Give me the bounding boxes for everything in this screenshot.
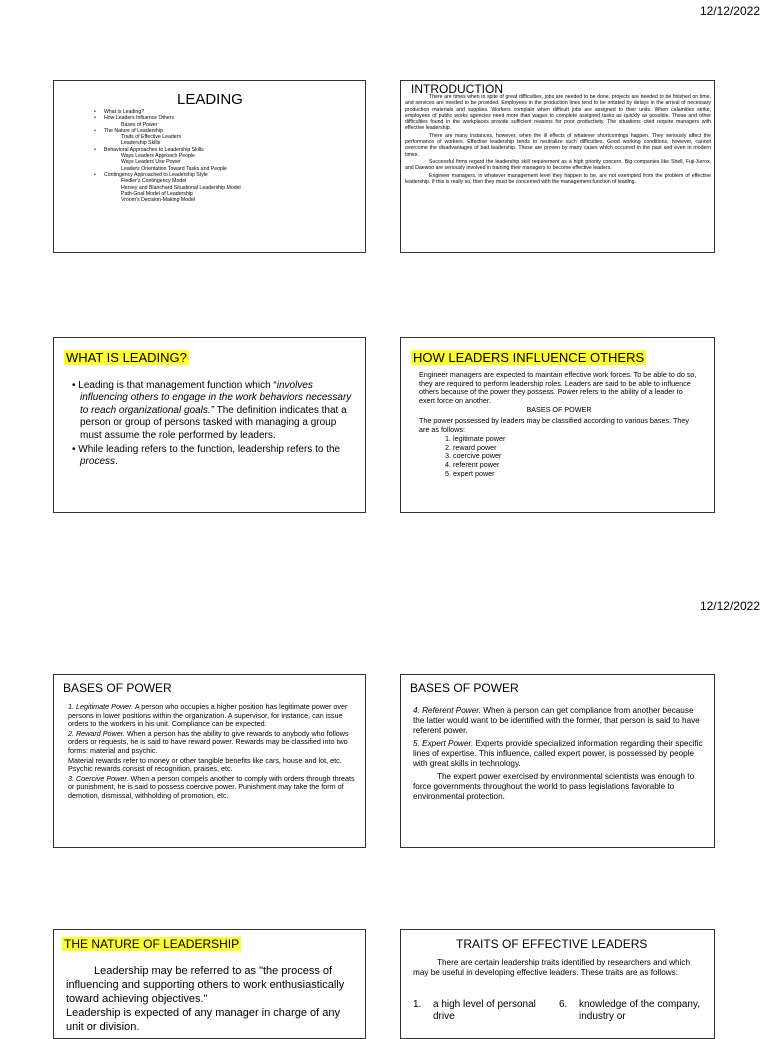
bullet-dot: • xyxy=(72,444,76,456)
slide-how-leaders-influence xyxy=(400,337,715,513)
slide-nature-of-leadership xyxy=(53,929,366,1039)
outline-item xyxy=(94,147,359,153)
outline-subitem: Fiedler's Contingency Model xyxy=(121,178,187,185)
bullet-dot: • xyxy=(94,109,96,115)
trait-text: a high level of personal drive xyxy=(433,999,536,1022)
trait-item xyxy=(413,999,553,1023)
bases2-paragraph: 4. Referent Power. When a person can get compliance from another because the latter would want to be identified with the former, that person is said to have referent power. xyxy=(413,706,700,735)
bullet-dot: • xyxy=(94,127,96,134)
bases2-paragraph: 5. Expert Power. Experts provide specialized information regarding their specific lines of expertise. This influence, called expert power, is possessed by people with great skills in technology. xyxy=(413,739,703,768)
outline-item-label: How Leaders Influence Others xyxy=(104,115,175,122)
outline-item-label: The Nature of Leadership xyxy=(104,127,163,134)
bases1-paragraph: 1. Legitimate Power. A person who occupies a higher position has legitimate power over persons in lower positions within the organization. A supervisor, for instance, can issue orders to the workers in his unit. Compliance can be expected. xyxy=(68,702,348,729)
outline-subitem: Hersey and Blanchard Situational Leadership Model xyxy=(121,184,241,191)
intro-paragraph: Successful firms regard the leadership skill requirement as a high priority concern. Big companies like Shell, Fuji-Xerox, and Daewoo are seriously involved in training their managers to become effective leaders. xyxy=(405,158,711,172)
outline-item-label: Behavioral Approaches to Leadership Skills xyxy=(104,146,204,153)
traits-paragraph: There are certain leadership traits identified by researchers and which may be useful in developing effective leaders. These traits are as follows: xyxy=(413,958,691,977)
outline-subitem: Vroom's Decision-Making Model xyxy=(121,197,196,204)
bullet-item: • Leading is that management function which “involves influencing others to engage in the work behaviors necessary to reach organizational goals.” The definition indicates that a person or group of persons tasked with managing a group must assume the role performed by leaders. xyxy=(72,380,352,441)
bullet-dot: • xyxy=(94,115,96,122)
slide-introduction xyxy=(400,80,715,253)
trait-text: knowledge of the company, industry or xyxy=(579,999,701,1022)
bases2-paragraph: The expert power exercised by environmental scientists was enough to force governments throughout the world to pass legislations favorable to environmental protection. xyxy=(413,772,695,801)
outline-item xyxy=(94,172,359,178)
bases1-paragraph: Material rewards refer to money or other tangible benefits like cars, house and lot, etc. Psychic rewards consist of recognition, praises, etc. xyxy=(68,755,342,774)
intro-body xyxy=(405,94,711,185)
slide-what-is-leading xyxy=(53,337,366,513)
outline-subitem: Ways Leaders Use Power xyxy=(121,159,181,166)
outline-subitem: Path-Goal Model of Leadership xyxy=(121,190,193,197)
outline-subitem: Leaders Orientation Toward Tasks and People xyxy=(121,165,227,172)
intro-paragraph: There are times when in spite of great difficulties, jobs are needed to be done, projects are needed to be finished on time, and services are needed to be provided. Employees in the production lines tend to be irritated by delays in the arrival of necessary production materials and supplies. Workers complain when difficult jobs are assigned to their units. When calamities strike, employees of public works agencies need more than wages to complete assigned tasks as quickly as possible. These and other difficulties found in the workplaces provide sufficient reasons for poor productivity. The situations cited require managers with effective leadership. xyxy=(405,94,711,132)
traits-column-2 xyxy=(559,999,709,1023)
bullet-dot: • xyxy=(94,146,96,153)
outline-subitem: Ways Leaders Approach People xyxy=(121,153,195,160)
trait-number: 1. xyxy=(413,999,422,1010)
nature-paragraph: Leadership may be referred to as "the process of influencing and supporting others to work enthusiastically toward achieving objectives." xyxy=(66,965,345,1005)
trait-item xyxy=(559,999,709,1023)
outline-list xyxy=(94,109,359,203)
outline-subitem: Leadership Skills xyxy=(121,140,161,147)
outline-item xyxy=(94,115,359,121)
outline-item xyxy=(94,128,359,134)
power-list-item: 3. coercive power xyxy=(453,452,699,461)
bullet-list xyxy=(70,380,360,469)
how-body xyxy=(419,371,699,478)
slide-bases-of-power-2 xyxy=(400,674,715,848)
bullet-dot: • xyxy=(72,380,76,391)
power-list-item: 1. legitimate power xyxy=(453,435,699,444)
how-paragraph: The power possessed by leaders may be classified according to various bases. They are as follows: xyxy=(419,415,689,434)
power-list xyxy=(443,435,699,478)
how-paragraph: Engineer managers are expected to maintain effective work forces. To be able to do so, they are required to perform leadership roles. Leaders are said to be able to influence others because of the power they possess. Power refers to the ability of a leader to exert force on another. xyxy=(419,370,697,405)
bullet-dot: • xyxy=(94,171,96,178)
slide-title: WHAT IS LEADING? xyxy=(66,350,187,365)
trait-number: 6. xyxy=(559,999,568,1010)
outline-subitem: Traits of Effective Leaders xyxy=(121,134,181,141)
bases1-body xyxy=(68,703,358,801)
date-mid: 12/12/2022 xyxy=(699,599,760,613)
nature-paragraph: Leadership is expected of any manager in charge of any unit or division. xyxy=(66,1007,340,1033)
slide-title: BASES OF POWER xyxy=(410,681,519,695)
slide-leading xyxy=(53,80,366,253)
slide-title: INTRODUCTION xyxy=(411,82,503,96)
date-top: 12/12/2022 xyxy=(699,4,760,18)
outline-item-label: Contingency Approached to Leadership Style xyxy=(104,171,208,178)
how-subhead: BASES OF POWER xyxy=(526,405,592,415)
intro-paragraph: There are many instances, however, when the ill effects of whatever shortcomings happen. They seriously affect the performance of workers. Effective leadership tends to neutralize such difficulties. Good working conditions, however, cannot overcome the disadvantages of bad leadership. These are proven by many cases which occurred in the past and even in modern times. xyxy=(405,132,711,158)
slide-bases-of-power-1 xyxy=(53,674,366,848)
slide-title: HOW LEADERS INFLUENCE OTHERS xyxy=(413,350,645,365)
bases1-paragraph: 2. Reward Power. When a person has the ability to give rewards to anybody who follows orders or requests, he is said to have reward power. Rewards may be classified into two forms: material and psychic. xyxy=(68,728,349,755)
outline-subitem: Bases of Power xyxy=(121,121,158,128)
slide-title: TRAITS OF EFFECTIVE LEADERS xyxy=(456,937,648,951)
traits-body xyxy=(413,958,707,978)
bases2-body xyxy=(413,706,705,802)
intro-paragraph: Engineer managers, in whatever management level they happen to be, are not exempted from the problem of effective leadership. If this is really so, then they must be concerned with the management function of leading. xyxy=(405,172,711,185)
outline-item-label: What is Leading? xyxy=(104,109,145,115)
slide-traits-of-effective-leaders xyxy=(400,929,715,1039)
power-list-item: 2. reward power xyxy=(453,444,699,453)
slide-title: LEADING xyxy=(177,91,243,108)
bases1-paragraph: 3. Coercive Power. When a person compels another to comply with orders through threats or punishment, he is said to possess coercive power. Punishment may take the form of demotion, dismissal, withholding of promotion, etc. xyxy=(68,773,355,800)
bullet-item: • While leading refers to the function, leadership refers to the process. xyxy=(72,444,341,468)
power-list-item: 4. referent power xyxy=(453,461,699,470)
slide-title: BASES OF POWER xyxy=(63,681,172,695)
traits-column-1 xyxy=(413,999,553,1023)
slide-title: THE NATURE OF LEADERSHIP xyxy=(64,937,240,951)
power-list-item: 5. expert power xyxy=(453,470,699,479)
